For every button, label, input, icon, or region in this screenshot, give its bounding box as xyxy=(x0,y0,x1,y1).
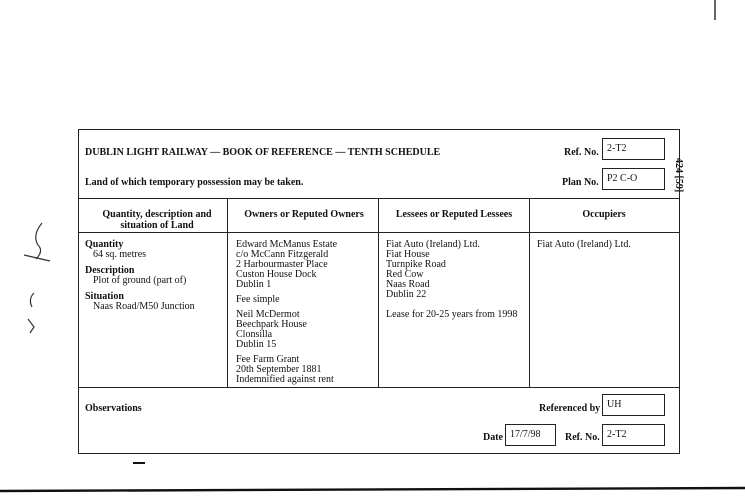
occupier-value: Fiat Auto (Ireland) Ltd. xyxy=(537,239,631,250)
owner-line: Dublin 1 xyxy=(236,279,272,290)
divider xyxy=(79,387,679,388)
column-divider xyxy=(529,198,530,387)
footer-ref-no-field[interactable]: 2-T2 xyxy=(602,424,665,446)
handwritten-scribble-icon xyxy=(20,215,60,345)
form-subtitle: Land of which temporary possession may be taken. xyxy=(85,177,304,188)
occupiers-cell xyxy=(537,240,631,250)
situation-label: Situation xyxy=(85,291,124,302)
divider xyxy=(79,198,679,199)
owner-line: Dublin 15 xyxy=(236,339,277,350)
divider xyxy=(79,232,679,233)
lessee-line: Fiat Auto (Ireland) Ltd. xyxy=(386,239,480,250)
column-divider xyxy=(227,198,228,387)
plan-no-field[interactable]: P2 C-O xyxy=(602,168,665,190)
col-header-occupiers: Occupiers xyxy=(582,209,626,220)
reference-form xyxy=(78,129,680,454)
description-value: Plot of ground (part of) xyxy=(93,275,187,286)
quantity-label: Quantity xyxy=(85,239,124,250)
corner-tick-icon xyxy=(712,0,718,22)
margin-note: 424 [59] xyxy=(673,158,684,193)
lessee-line: Naas Road xyxy=(386,279,430,290)
stray-mark xyxy=(133,462,145,464)
observations-label: Observations xyxy=(85,403,142,414)
owner-line: Custon House Dock xyxy=(236,269,317,280)
lessees-cell xyxy=(386,240,517,320)
date-field[interactable]: 17/7/98 xyxy=(505,424,556,446)
owner-interest: Fee simple xyxy=(236,294,280,305)
date-label: Date xyxy=(483,432,503,443)
owner-line: Clonsilla xyxy=(236,329,273,340)
owners-cell xyxy=(236,240,337,385)
lessee-line: Fiat House xyxy=(386,249,430,260)
plan-no-label: Plan No. xyxy=(562,177,599,188)
column-divider xyxy=(378,198,379,387)
owner-interest: 20th September 1881 xyxy=(236,364,322,375)
col-header-land: Quantity, description and situation of Land xyxy=(102,209,212,231)
lessee-line: Dublin 22 xyxy=(386,289,427,300)
col-header-lessees: Lessees or Reputed Lessees xyxy=(395,209,513,220)
quantity-value: 64 sq. metres xyxy=(93,249,147,260)
owner-interest: Fee Farm Grant xyxy=(236,354,300,365)
col-header-owners: Owners or Reputed Owners xyxy=(244,209,364,220)
referenced-by-label: Referenced by xyxy=(539,403,601,414)
owner-interest: Indemnified against rent xyxy=(236,374,334,385)
owner-line: c/o McCann Fitzgerald xyxy=(236,249,329,260)
description-label: Description xyxy=(85,265,135,276)
referenced-by-field[interactable]: UH xyxy=(602,394,665,416)
ref-no-field[interactable]: 2-T2 xyxy=(602,138,665,160)
owner-line: Beechpark House xyxy=(236,319,307,330)
situation-value: Naas Road/M50 Junction xyxy=(93,301,195,312)
footer-ref-no-label: Ref. No. xyxy=(565,432,600,443)
land-cell xyxy=(85,240,195,312)
lease-term: Lease for 20-25 years from 1998 xyxy=(386,309,518,320)
scan-edge-line xyxy=(0,482,745,496)
owner-line: Edward McManus Estate xyxy=(236,239,338,250)
ref-no-label: Ref. No. xyxy=(564,147,599,158)
lessee-line: Red Cow xyxy=(386,269,424,280)
owner-line: Neil McDermot xyxy=(236,309,300,320)
owner-line: 2 Harbourmaster Place xyxy=(236,259,328,270)
lessee-line: Turnpike Road xyxy=(386,259,446,270)
form-title: DUBLIN LIGHT RAILWAY — BOOK OF REFERENCE — TENTH SCHEDULE xyxy=(85,147,441,158)
